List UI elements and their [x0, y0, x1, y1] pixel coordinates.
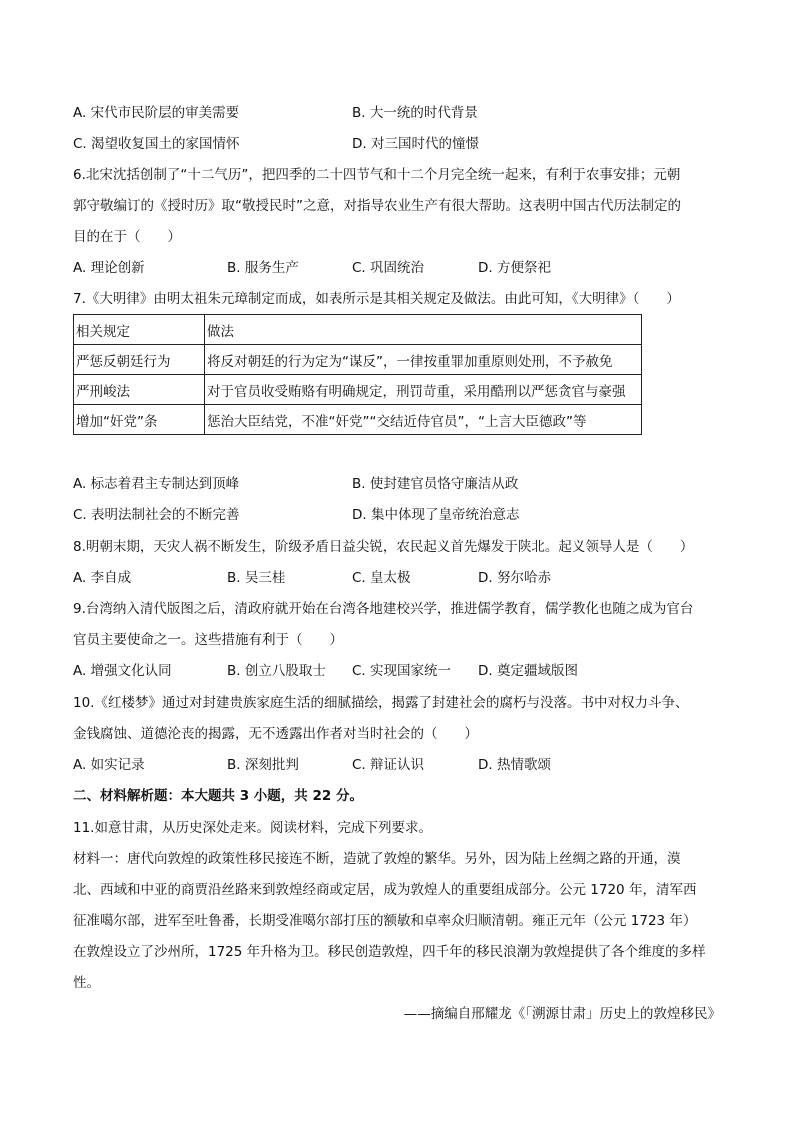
q10-stem-line-1: 10.《红楼梦》通过对封建贵族家庭生活的细腻描绘，揭露了封建社会的腐朽与没落。书中对权力斗争、 — [73, 695, 689, 711]
table-header-cell: 相关规定 — [74, 315, 205, 345]
q8-option-a: A. 李自成 — [73, 570, 132, 586]
q6-option-c: C. 巩固统治 — [352, 260, 425, 276]
q10-option-d: D. 热情歌颂 — [478, 757, 551, 773]
q10-stem-line-2: 金钱腐蚀、道德沦丧的揭露，无不透露出作者对当时社会的（ ） — [73, 726, 478, 742]
q6-option-b: B. 服务生产 — [227, 260, 299, 276]
q7-option-a: A. 标志着君主专制达到顶峰 — [73, 476, 240, 492]
table-header-row — [74, 315, 642, 345]
table-cell: 将反对朝廷的行为定为“谋反”，一律按重罪加重原则处刑，不予赦免 — [205, 345, 642, 375]
q5-option-b: B. 大一统的时代背景 — [352, 105, 478, 121]
q10-option-b: B. 深刻批判 — [227, 757, 299, 773]
q11-material-line-3: 征准噶尔部，进军至吐鲁番，长期受准噶尔部打压的额敏和卓率众归顺清朝。雍正元年（公元 1723 年） — [73, 913, 697, 929]
q5-option-c: C. 渴望收复国土的家国情怀 — [73, 136, 240, 152]
q6-stem-line-2: 郭守敬编订的《授时历》取“敬授民时”之意，对指导农业生产有很大帮助。这表明中国古代历法制定的 — [73, 198, 681, 214]
q11-stem: 11.如意甘肃，从历史深处走来。阅读材料，完成下列要求。 — [73, 820, 432, 836]
q9-stem-line-2: 官员主要使命之一。这些措施有利于（ ） — [73, 632, 343, 648]
table-cell: 严刑峻法 — [74, 375, 205, 405]
q8-option-c: C. 皇太极 — [352, 570, 411, 586]
q7-option-c: C. 表明法制社会的不断完善 — [73, 507, 240, 523]
q11-material-line-5: 性。 — [73, 975, 100, 991]
table-cell: 惩治大臣结党，不准“奸党”“交结近侍官员”，“上言大臣德政”等 — [205, 405, 642, 435]
q9-option-d: D. 奠定疆域版图 — [478, 663, 578, 679]
table-row — [74, 375, 642, 405]
table-row — [74, 345, 642, 375]
q10-option-c: C. 辩证认识 — [352, 757, 425, 773]
table-cell: 对于官员收受贿赂有明确规定，刑罚苛重，采用酷刑以严惩贪官与豪强 — [205, 375, 642, 405]
table-cell: 严惩反朝廷行为 — [74, 345, 205, 375]
q7-stem: 7.《大明律》由明太祖朱元璋制定而成，如表所示是其相关规定及做法。由此可知，《大明律》（ ） — [73, 291, 680, 307]
q6-option-a: A. 理论创新 — [73, 260, 145, 276]
q10-option-a: A. 如实记录 — [73, 757, 145, 773]
q11-material-line-1: 材料一：唐代向敦煌的政策性移民接连不断，造就了敦煌的繁华。另外，因为陆上丝绸之路的开通，漠 — [73, 851, 681, 867]
q5-option-d: D. 对三国时代的憧憬 — [352, 136, 479, 152]
q5-option-a: A. 宋代市民阶层的审美需要 — [73, 105, 240, 121]
q8-option-d: D. 努尔哈赤 — [478, 570, 551, 586]
q9-stem-line-1: 9.台湾纳入清代版图之后，清政府就开始在台湾各地建校兴学，推进儒学教育，儒学教化也随之成为官台 — [73, 601, 694, 617]
q7-table — [73, 314, 642, 435]
q8-option-b: B. 吴三桂 — [227, 570, 286, 586]
table-row — [74, 405, 642, 435]
q9-option-c: C. 实现国家统一 — [352, 663, 452, 679]
q8-stem: 8.明朝末期，天灾人祸不断发生，阶级矛盾日益尖锐，农民起义首先爆发于陕北。起义领导人是（ ） — [73, 539, 694, 555]
section-heading: 二、材料解析题：本大题共 3 小题，共 22 分。 — [73, 788, 363, 804]
q9-option-b: B. 创立八股取士 — [227, 663, 326, 679]
q9-option-a: A. 增强文化认同 — [73, 663, 172, 679]
q7-option-b: B. 使封建官员恪守廉洁从政 — [352, 476, 519, 492]
q6-stem-line-3: 目的在于（ ） — [73, 229, 181, 245]
table-cell: 增加“奸党”条 — [74, 405, 205, 435]
q6-stem-line-1: 6.北宋沈括创制了“十二气历”，把四季的二十四节气和十二个月完全统一起来，有利于农事安排；元朝 — [73, 167, 681, 183]
q6-option-d: D. 方便祭祀 — [478, 260, 551, 276]
q7-option-d: D. 集中体现了皇帝统治意志 — [352, 507, 520, 523]
table-header-cell: 做法 — [205, 315, 642, 345]
q11-material-line-2: 北、西域和中亚的商贾沿丝路来到敦煌经商或定居，成为敦煌人的重要组成部分。公元 1720 年，清军西 — [73, 882, 697, 898]
q11-material-line-4: 在敦煌设立了沙州所，1725 年升格为卫。移民创造敦煌，四千年的移民浪潮为敦煌提供了各个维度的多样 — [73, 944, 706, 960]
q11-source: ——摘编自邢耀龙《「溯源甘肃」历史上的敦煌移民》 — [403, 1006, 721, 1022]
